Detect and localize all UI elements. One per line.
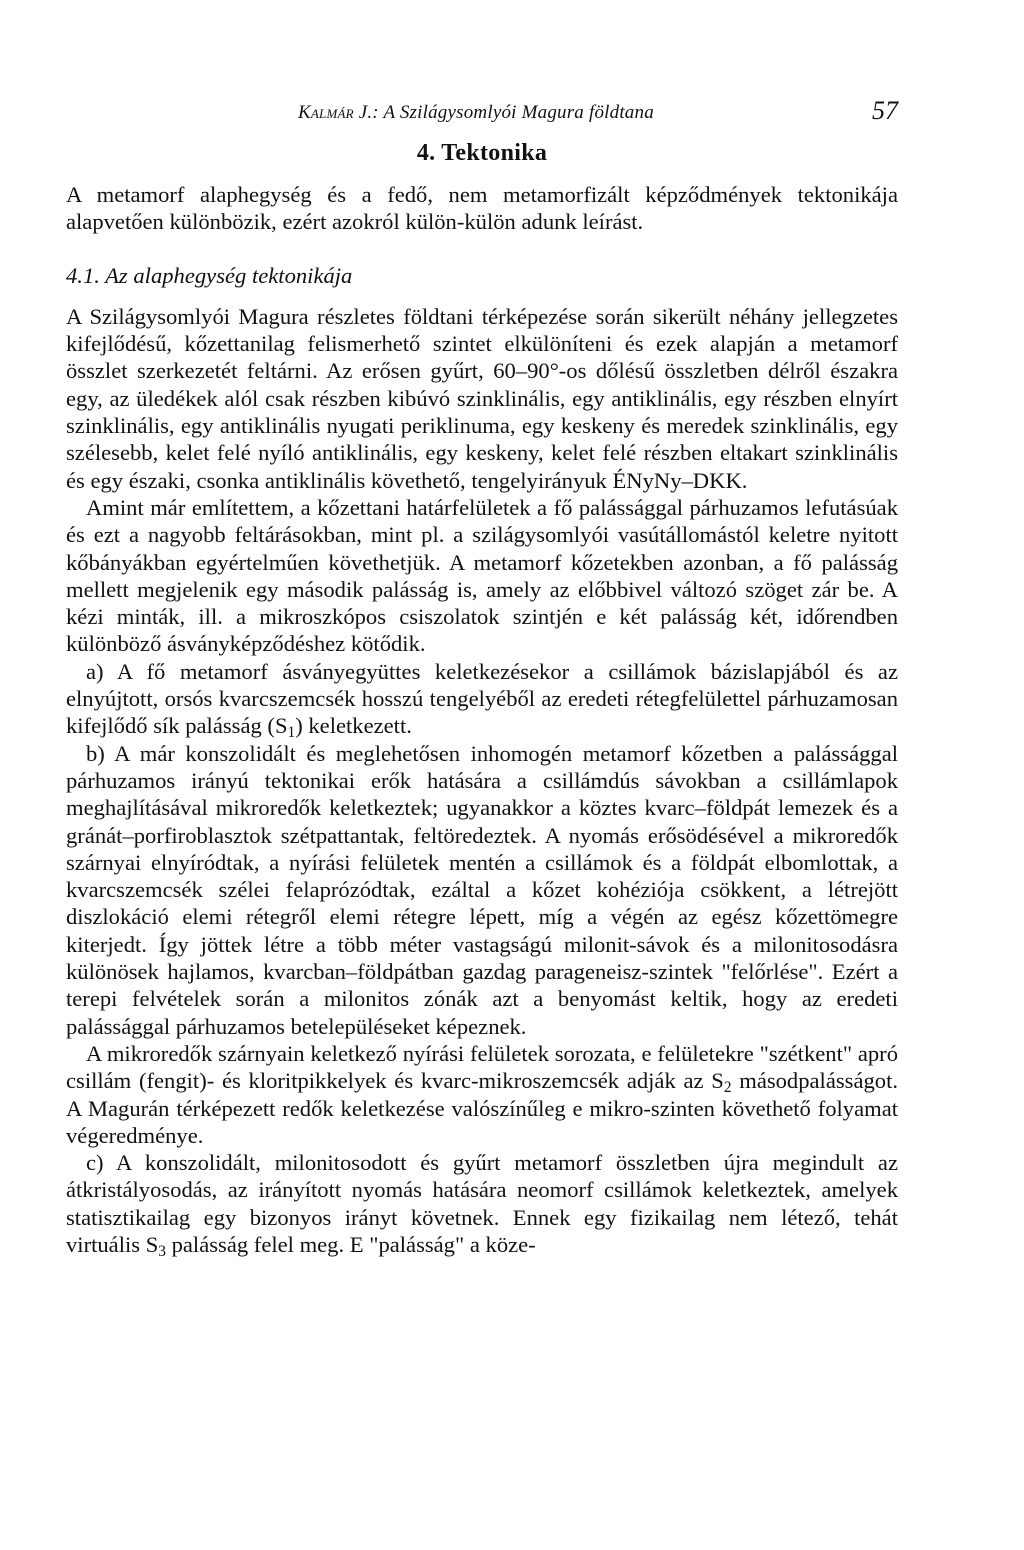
intro-paragraph: A metamorf alaphegység és a fedő, nem metamorfizált képződmények tektonikája alapvetően különbözik, ezért azokról külön-külön adunk leírást. — [66, 182, 898, 235]
paragraph-c-text-end: palásság felel meg. E "palásság" a köze- — [165, 1231, 536, 1257]
paragraph-foliation-intro: Amint már említettem, a kőzettani határfelületek a fő palássággal párhuzamos lefutásúak és ezt a nagyobb feltárásokban, mint pl. a szilágysomlyói vasútállomástól keletre nyitott kőbányákban egyértelműen követhetjük. A metamorf kőzetekben azonban, a fő palásság mellett megjelenik egy második palásság is, amely az előbbivel változó szöget zár be. A kézi minták, ill. a mikroszkópos csiszolatok szintjén e két palásság két, időrendben különböző ásványképződéshez kötődik. — [66, 494, 898, 657]
running-author: Kalmár J.: — [298, 102, 379, 123]
paragraph-c-recrystallization — [66, 1149, 898, 1258]
paragraph-structure: A Szilágysomlyói Magura részletes földtani térképezése során sikerült néhány jellegzetes kifejlődésű, kőzettanilag felismerhető szintet elkülöníteni és ezek alapján a metamorf összlet szerkezetét feltárni. Az erősen gyűrt, 60–90°-os dőlésű összletben délről északra egy, az üledékek alól csak részben kibúvó szinklinális, egy antiklinális, egy részben elnyírt szinklinális, egy antiklinális nyugati periklinuma, egy keskeny és meredek szinklinális, egy szélesebb, kelet felé nyíló antiklinális, egy keskeny, kelet felé részben eltakart szinklinális és egy északi, csonka antiklinális követhető, tengelyirányuk ÉNyNy–DKK. — [66, 303, 898, 493]
paragraph-secondary-foliation — [66, 1040, 898, 1149]
subscript-s3: 3 — [158, 1242, 166, 1260]
page-number: 57 — [872, 96, 898, 125]
paragraph-c-text: c) A konszolidált, milonitosodott és gyűrt metamorf összletben újra megindult az átkristályosodás, az irányított nyomás hatására neomorf csillámok keletkeztek, amelyek statisztikailag egy bizonyos irányt követnek. Ennek egy fizikailag nem létező, tehát virtuális S — [66, 1150, 898, 1257]
subscript-s2: 2 — [723, 1079, 732, 1097]
document-page — [66, 96, 898, 1258]
chapter-heading: 4. Tektonika — [416, 140, 548, 166]
section-heading: 4.1. Az alaphegység tektonikája — [66, 262, 353, 288]
running-header — [66, 96, 898, 126]
subscript-s1: 1 — [287, 724, 296, 742]
paragraph-s2-text-end: másodpalásságot. A Magurán térképezett redők keletkezése valószínűleg e mikro-szinten követhető folyamat végeredménye. — [66, 1068, 898, 1148]
paragraph-s2-text: A mikroredők szárnyain keletkező nyírási felületek sorozata, e felületekre "szétkent" apró csillám (fengit)- és kloritpikkelyek és kvarc-mikroszemcsék adják az S — [66, 1040, 898, 1094]
running-title — [298, 102, 654, 124]
running-book-title: A Szilágysomlyói Magura földtana — [383, 102, 654, 123]
paragraph-a-text-end: ) keletkezett. — [295, 713, 412, 739]
paragraph-a-primary-foliation — [66, 658, 898, 740]
paragraph-a-text: a) A fő metamorf ásványegyüttes keletkezésekor a csillámok bázislapjából és az elnyújtott, orsós kvarcszemcsék hosszú tengelyéből az eredeti rétegfelülettel párhuzamosan kifejlődő sík palásság (S — [66, 658, 898, 739]
paragraph-b-mylonitization: b) A már konszolidált és meglehetősen inhomogén metamorf kőzetben a palássággal párhuzamos irányú tektonikai erők hatására a csillámdús sávokban a csillámlapok meghajlításával mikroredők keletkeztek; ugyanakkor a köztes kvarc–földpát lemezek és a gránát–porfiroblasztok szétpattantak, feltöredeztek. A nyomás erősödésével a mikroredők szárnyai elnyíródtak, a nyírási felületek mentén a csillámok és a földpát elbomlottak, a kvarcszemcsék szélei felaprózódtak, ezáltal a kőzet kohéziója csökkent, a létrejött diszlokáció elemi rétegről elemi rétegre lépett, míg a végén az egész kőzettömegre kiterjedt. Így jöttek létre a több méter vastagságú milonit-sávok és a milonitosodásra különösek hajlamos, kvarcban–földpátban gazdag parageneisz-szintek "felőrlése". Ezért a terepi felvételek során a milonitos zónák azt a benyomást keltik, hogy az eredeti palássággal párhuzamos betelepüléseket képeznek. — [66, 740, 898, 1039]
